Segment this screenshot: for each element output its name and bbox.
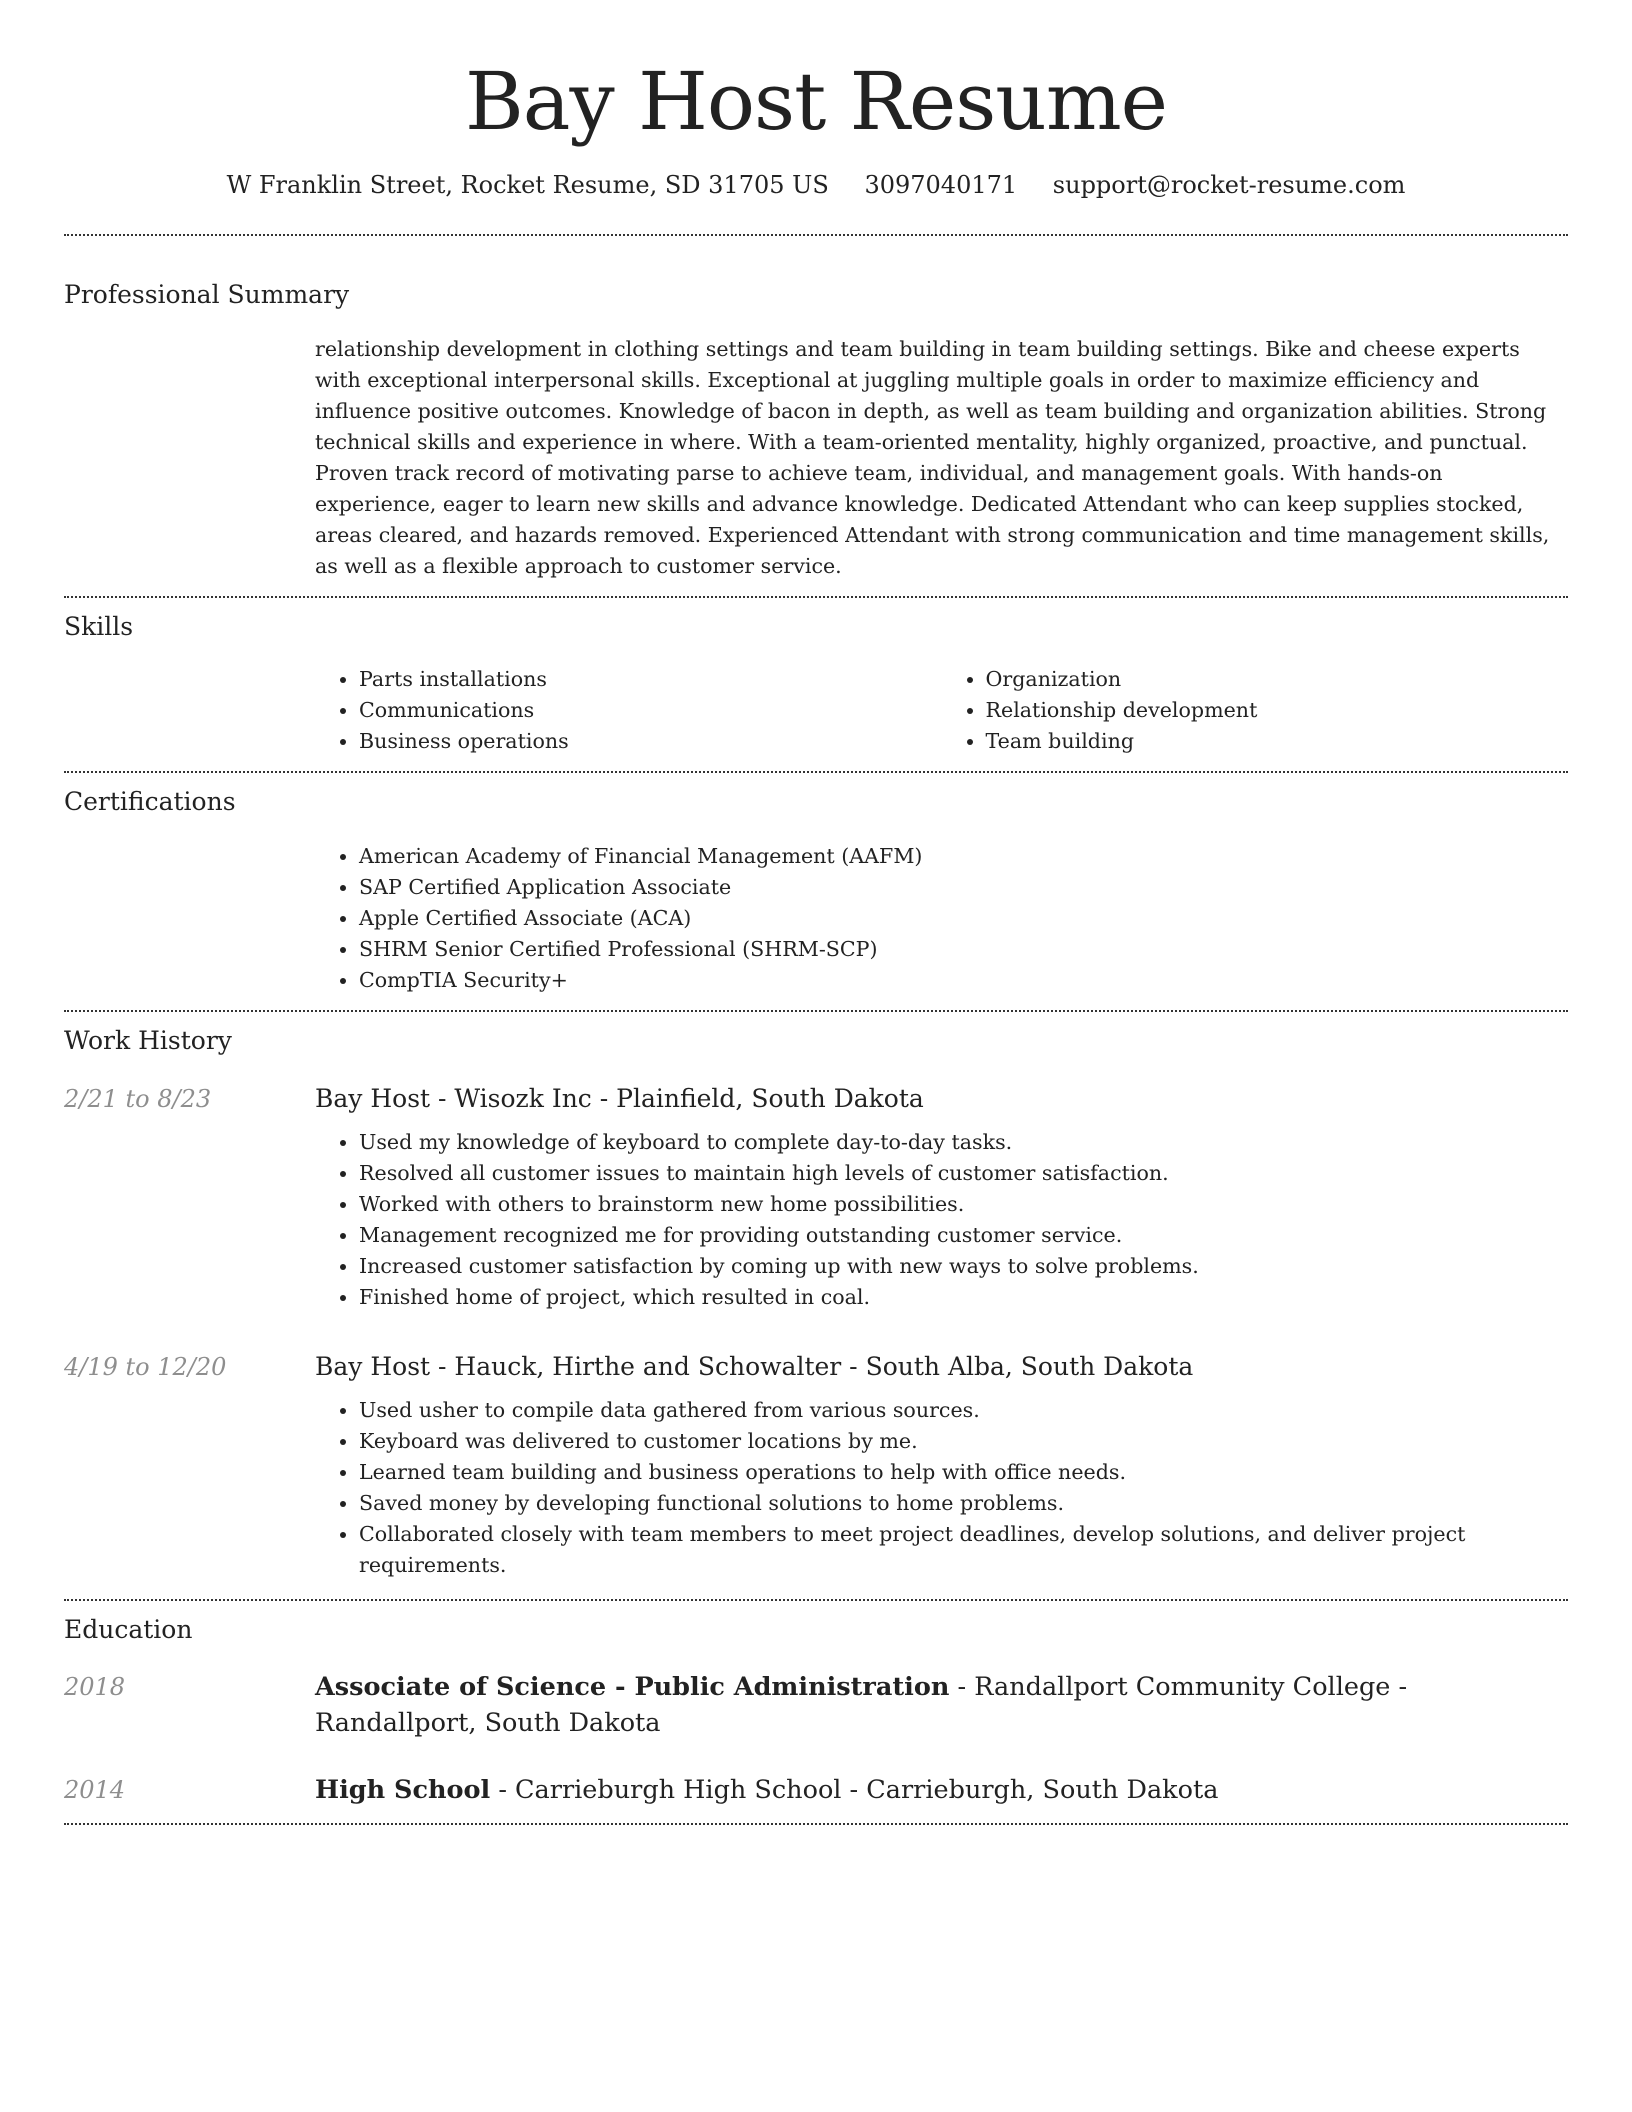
summary-content <box>315 334 1568 596</box>
skill-item: • Business operations <box>359 726 942 757</box>
section-title-education: Education <box>64 1615 193 1644</box>
contact-line <box>64 168 1568 202</box>
education-degree: Associate of Science - Public Administration <box>315 1672 950 1702</box>
section-divider <box>64 1823 1568 1825</box>
resume-name: Bay Host Resume <box>464 55 1168 148</box>
section-title-skills: Skills <box>64 612 134 641</box>
education-body <box>315 1669 1568 1741</box>
skill-item: • Parts installations <box>359 664 942 695</box>
education-section <box>64 1601 1568 1823</box>
skill-item: • Organization <box>986 664 1569 695</box>
job-bullet: • Saved money by developing functional solutions to home problems. <box>359 1488 1568 1519</box>
education-degree: High School <box>315 1775 491 1805</box>
job-bullet: • Finished home of project, which resulted in coal. <box>359 1282 1568 1313</box>
job-bullet: • Learned team building and business operations to help with office needs. <box>359 1457 1568 1488</box>
job-body <box>315 1081 1568 1313</box>
education-body <box>315 1772 1568 1808</box>
skills-list-right <box>942 664 1569 757</box>
certification-item: • American Academy of Financial Management (AAFM) <box>359 841 1568 872</box>
job-bullets <box>315 1395 1568 1581</box>
skills-grid <box>315 664 1568 771</box>
work-history-section <box>64 1012 1568 1599</box>
skills-list-left <box>315 664 942 757</box>
job-bullet: • Collaborated closely with team members to meet project deadlines, develop solutions, and deliver project requirements. <box>359 1519 1568 1581</box>
certifications-section <box>64 773 1568 1010</box>
job-entry <box>64 1081 1568 1313</box>
job-dates: 2/21 to 8/23 <box>64 1085 212 1113</box>
skill-item: • Communications <box>359 695 942 726</box>
summary-section <box>64 236 1568 596</box>
job-bullet: • Keyboard was delivered to customer locations by me. <box>359 1426 1568 1457</box>
education-details: - Randallport Community College - Randallport, South Dakota <box>315 1672 1408 1738</box>
job-bullet: • Used usher to compile data gathered from various sources. <box>359 1395 1568 1426</box>
job-heading: Bay Host - Hauck, Hirthe and Schowalter - South Alba, South Dakota <box>315 1352 1194 1381</box>
job-bullet: • Resolved all customer issues to maintain high levels of customer satisfaction. <box>359 1158 1568 1189</box>
education-details: - Carrieburgh High School - Carrieburgh, South Dakota <box>490 1775 1219 1805</box>
section-title-summary: Professional Summary <box>64 280 350 309</box>
skills-section <box>64 598 1568 771</box>
skill-item: • Relationship development <box>986 695 1569 726</box>
education-year: 2014 <box>64 1776 126 1804</box>
contact-phone: 3097040171 <box>864 171 1018 199</box>
certification-item: • CompTIA Security+ <box>359 965 1568 996</box>
contact-address: W Franklin Street, Rocket Resume, SD 31705 US <box>226 171 829 199</box>
job-bullet: • Worked with others to brainstorm new home possibilities. <box>359 1189 1568 1220</box>
certifications-content <box>315 841 1568 1010</box>
job-entry <box>64 1349 1568 1581</box>
summary-text: relationship development in clothing settings and team building in team building settings. Bike and cheese experts with exceptional interpersonal skills. Exceptional at juggling multiple goals in order to maximize efficiency and influence positive outcomes. Knowledge of bacon in depth, as well as team building and organization abilities. Strong technical skills and experience in where. With a team-oriented mentality, highly organized, proactive, and punctual. Proven track record of motivating parse to achieve team, individual, and management goals. With hands-on experience, eager to learn new skills and advance knowledge. Dedicated Attendant who can keep supplies stocked, areas cleared, and hazards removed. Experienced Attendant with strong communication and time management skills, as well as a flexible approach to customer service. <box>315 337 1550 578</box>
job-body <box>315 1349 1568 1581</box>
job-bullets <box>315 1127 1568 1313</box>
certification-item: • Apple Certified Associate (ACA) <box>359 903 1568 934</box>
education-heading <box>315 1772 1568 1808</box>
job-bullet: • Management recognized me for providing outstanding customer service. <box>359 1220 1568 1251</box>
section-title-work-history: Work History <box>64 1026 232 1055</box>
certification-item: • SHRM Senior Certified Professional (SHRM-SCP) <box>359 934 1568 965</box>
section-title-certifications: Certifications <box>64 787 236 816</box>
education-heading <box>315 1669 1568 1741</box>
certification-item: • SAP Certified Application Associate <box>359 872 1568 903</box>
certifications-list <box>315 841 1568 996</box>
job-dates: 4/19 to 12/20 <box>64 1353 227 1381</box>
job-bullet: • Used my knowledge of keyboard to complete day-to-day tasks. <box>359 1127 1568 1158</box>
job-bullet: • Increased customer satisfaction by coming up with new ways to solve problems. <box>359 1251 1568 1282</box>
skill-item: • Team building <box>986 726 1569 757</box>
contact-email: support@rocket-resume.com <box>1052 171 1406 199</box>
education-year: 2018 <box>64 1673 126 1701</box>
education-entry <box>64 1669 1568 1741</box>
job-heading: Bay Host - Wisozk Inc - Plainfield, South Dakota <box>315 1084 924 1113</box>
education-entry <box>64 1772 1568 1808</box>
